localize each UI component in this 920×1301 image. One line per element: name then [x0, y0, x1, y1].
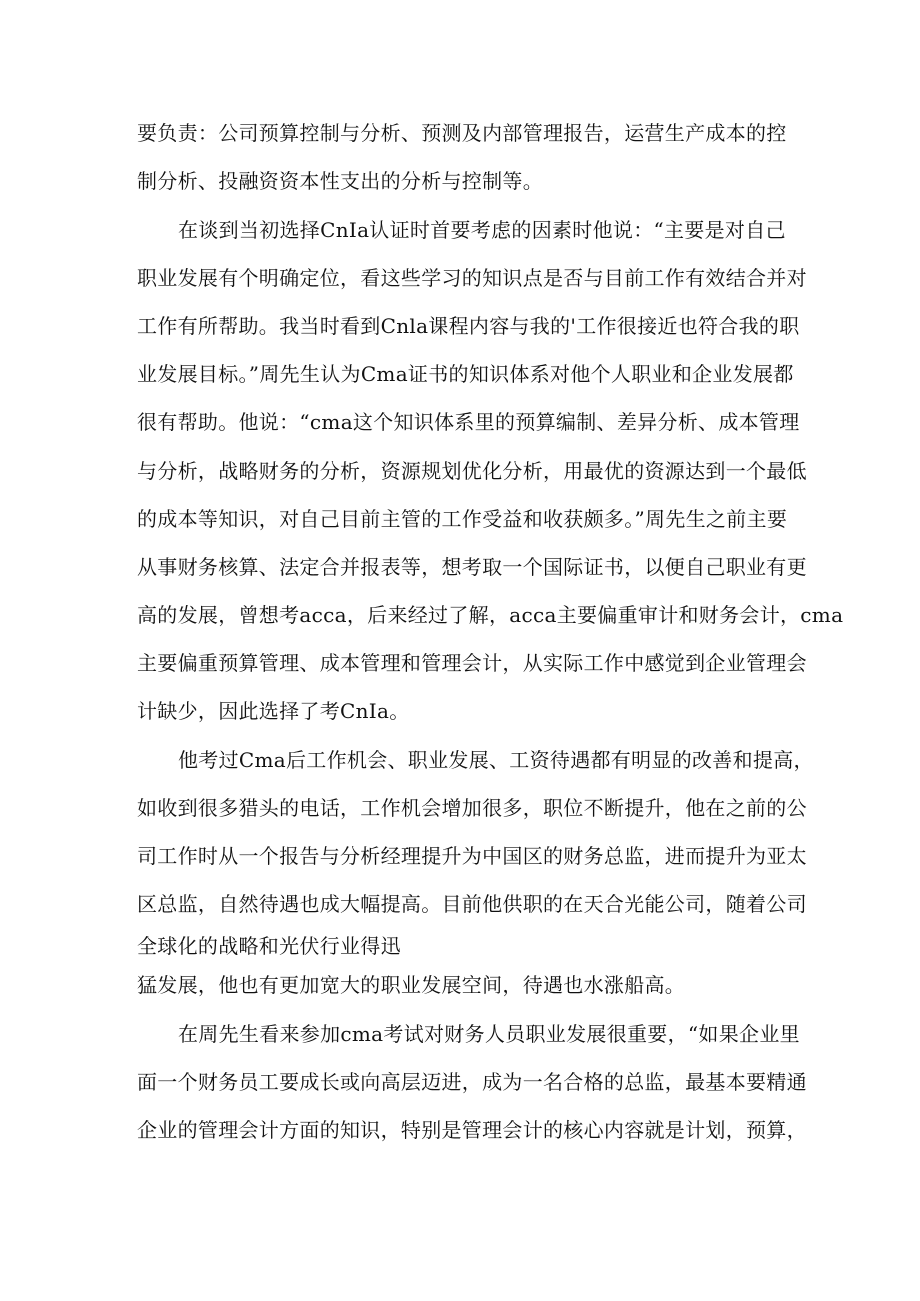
text-line: 很有帮助。他说：“cma这个知识体系里的预算编制、差异分析、成本管理	[137, 410, 800, 434]
text-line: 高的发展，曾想考acca，后来经过了解，acca主要偏重审计和财务会计，cma	[137, 603, 844, 627]
text-line: 的成本等知识，对自己目前主管的工作受益和收获颇多。”周先生之前主要	[137, 507, 788, 531]
text-line: 与分析，战略财务的分析，资源规划优化分析，用最优的资源达到一个最低	[137, 459, 807, 483]
paragraph-start-line: 他考过Cma后工作机会、职业发展、工资待遇都有明显的改善和提高，	[178, 748, 814, 772]
text-line: 要负责：公司预算控制与分析、预测及内部管理报告，运营生产成本的控	[137, 121, 787, 145]
text-line: 司工作时从一个报告与分析经理提升为中国区的财务总监，进而提升为亚太	[137, 844, 807, 868]
text-line: 面一个财务员工要成长或向高层迈进，成为一名合格的总监，最基本要精通	[137, 1070, 807, 1094]
paragraph-start-line: 在周先生看来参加cma考试对财务人员职业发展很重要，“如果企业里	[178, 1022, 800, 1046]
text-line: 如收到很多猎头的电话，工作机会增加很多，职位不断提升，他在之前的公	[137, 796, 807, 820]
text-line: 主要偏重预算管理、成本管理和管理会计，从实际工作中感觉到企业管理会	[137, 651, 807, 675]
text-line: 制分析、投融资资本性支出的分析与控制等。	[137, 169, 543, 193]
text-line: 企业的管理会计方面的知识，特别是管理会计的核心内容就是计划，预算，	[137, 1118, 807, 1142]
text-line: 猛发展，他也有更加宽大的职业发展空间，待遇也水涨船高。	[137, 973, 686, 997]
text-line: 全球化的战略和光伏行业得迅	[137, 934, 401, 958]
text-line: 职业发展有个明确定位，看这些学习的知识点是否与目前工作有效结合并对	[137, 266, 807, 290]
text-line: 工作有所帮助。我当时看到Cnla课程内容与我的'工作很接近也符合我的职	[137, 314, 800, 338]
text-line: 计缺少，因此选择了考CnIa。	[137, 699, 410, 723]
paragraph-start-line: 在谈到当初选择CnIa认证时首要考虑的因素时他说：“主要是对自己	[178, 218, 786, 242]
text-line: 从事财务核算、法定合并报表等，想考取一个国际证书，以便自己职业有更	[137, 555, 807, 579]
text-line: 业发展目标。”周先生认为Cma证书的知识体系对他个人职业和企业发展都	[137, 362, 794, 386]
text-line: 区总监，自然待遇也成大幅提高。目前他供职的在天合光能公司，随着公司	[137, 892, 807, 916]
